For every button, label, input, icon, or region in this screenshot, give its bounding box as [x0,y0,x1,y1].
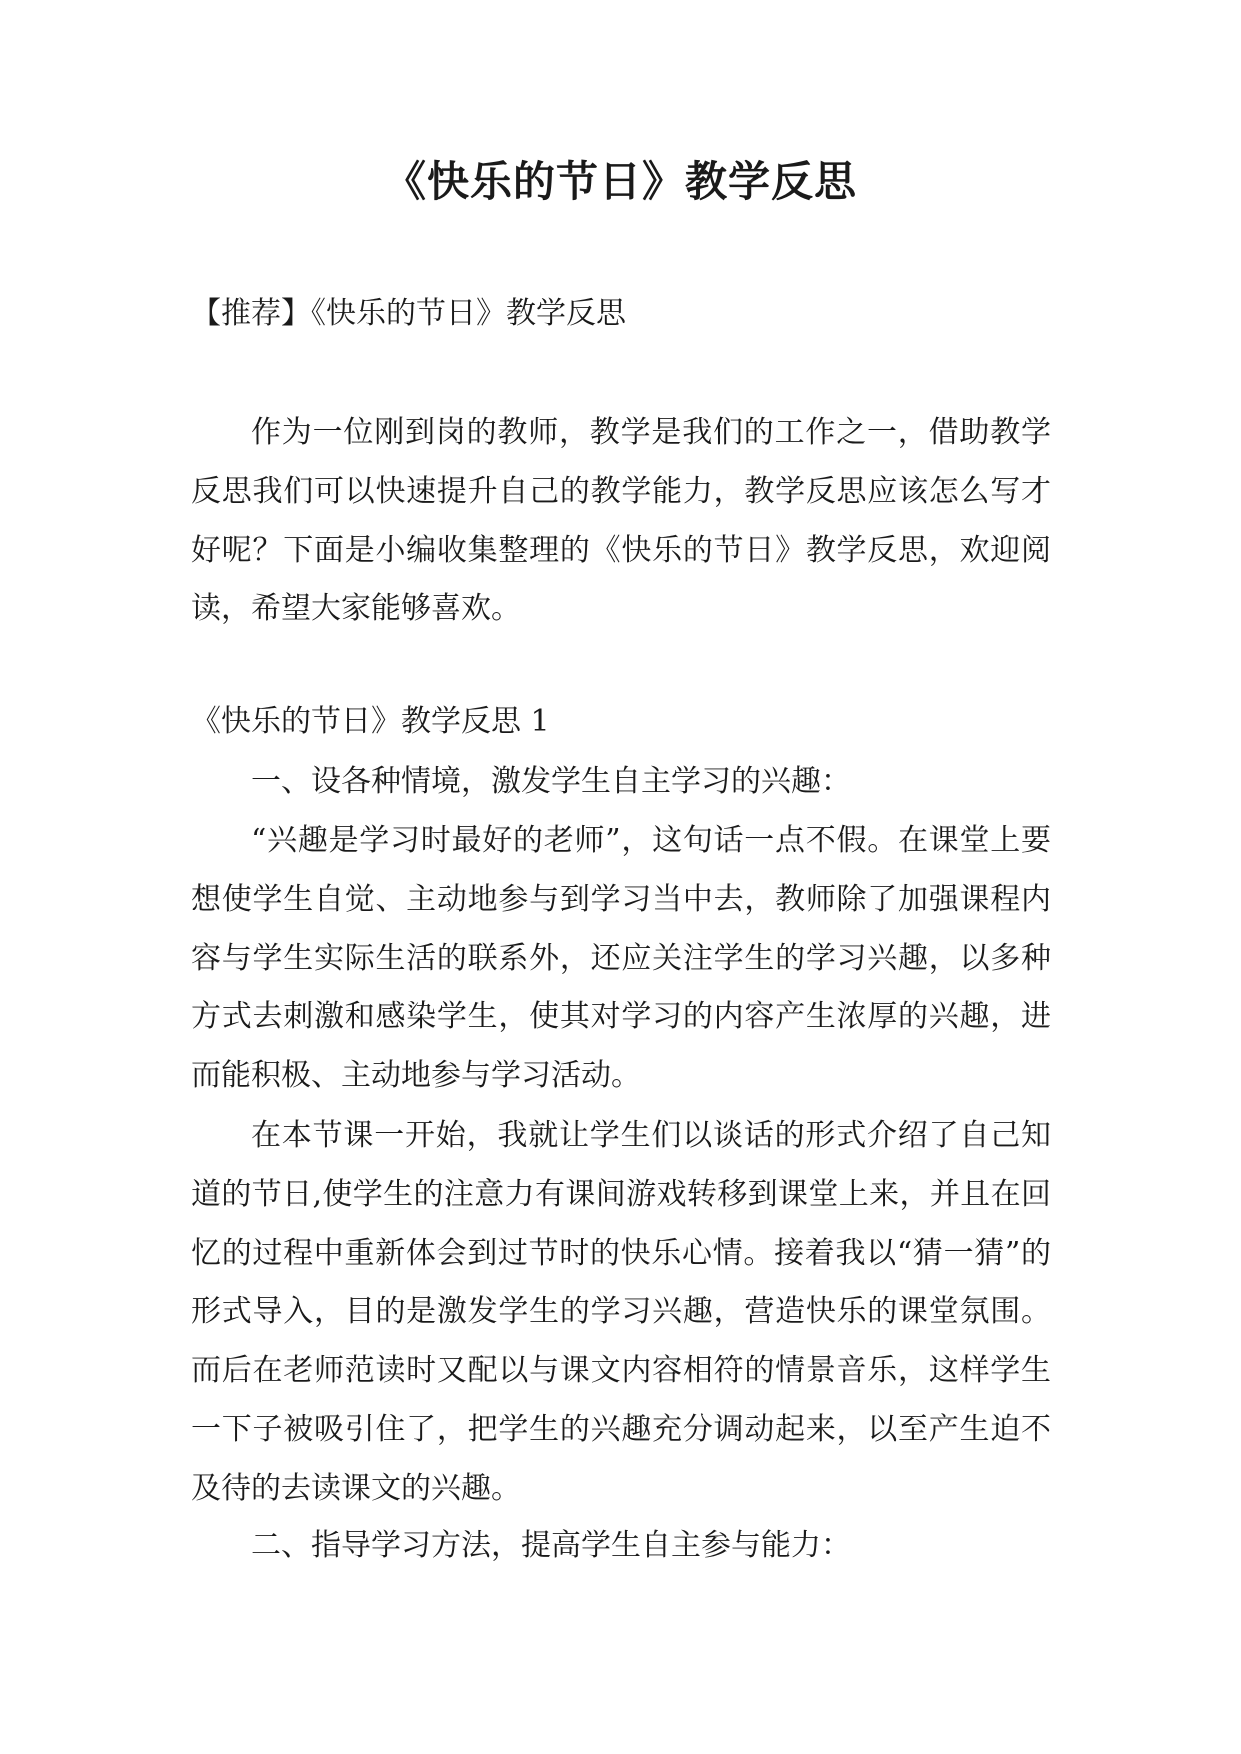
paragraph-point-two: 二、指导学习方法，提高学生自主参与能力： [251,1528,851,1563]
document-title: 《快乐的节日》教学反思 [383,157,857,206]
paragraph-interest: “兴趣是学习时最好的老师”，这句话一点不假。在课堂上要想使学生自觉、主动地参与到学习当中去，教师除了加强课程内容与学生实际生活的联系外，还应关注学生的学习兴趣，以多种方式去刺激和感染学生，使其对学习的内容产生浓厚的兴趣，进而能积极、主动地参与学习活动。 [191,823,1051,1094]
paragraph-lesson-opening: 在本节课一开始，我就让学生们以谈话的形式介绍了自己知道的节日,使学生的注意力有课间游戏转移到课堂上来，并且在回忆的过程中重新体会到过节时的快乐心情。接着我以“猜一猜”的形式导入，目的是激发学生的学习兴趣，营造快乐的课堂氛围。而后在老师范读时又配以与课文内容相符的情景音乐，这样学生一下子被吸引住了，把学生的兴趣充分调动起来，以至产生迫不及待的去读课文的兴趣。 [191,1118,1051,1506]
section-heading: 《快乐的节日》教学反思 1 [191,704,550,739]
paragraph-point-one: 一、设各种情境，激发学生自主学习的兴趣： [251,764,851,799]
intro-paragraph: 作为一位刚到岗的教师，教学是我们的工作之一，借助教学反思我们可以快速提升自己的教学能力，教学反思应该怎么写才好呢？下面是小编收集整理的《快乐的节日》教学反思，欢迎阅读，希望大家能够喜欢。 [191,415,1051,627]
document-subtitle: 【推荐】《快乐的节日》教学反思 [191,296,626,331]
